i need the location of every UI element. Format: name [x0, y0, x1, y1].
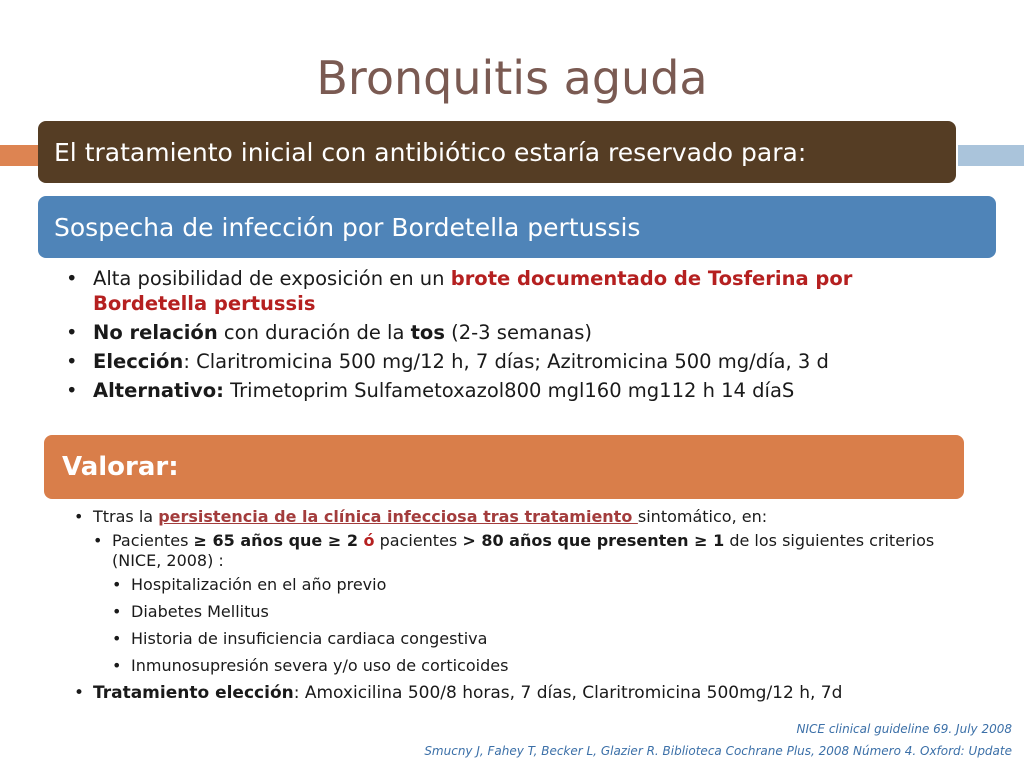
banner-treatment: [38, 121, 956, 183]
banner-bordetella-text: Sospecha de infección por Bordetella pertussis: [54, 212, 641, 242]
accent-bar-left: [0, 145, 38, 166]
slide-title: Bronquitis aguda: [316, 51, 708, 105]
banner-bordetella: [38, 196, 996, 258]
list-item: • Ttras la persistencia de la clínica infecciosa tras tratamiento sintomático, en: • Pacientes ≥ 65 años que ≥ 2 ó pacientes > 80 años que presenten ≥ 1 de los siguientes criterios (NICE, 2008) : • Hospitalización en el año previo • Diabetes Mellitus • Historia de insuficiencia cardiaca congestiva • Inmunosupresión severa y/o uso de corticoides: [74, 507, 974, 676]
banner-treatment-text: El tratamiento inicial con antibiótico estaría reservado para:: [54, 137, 807, 167]
banner-valorar: [44, 435, 964, 499]
list-item: • Elección: Claritromicina 500 mg/12 h, 7 días; Azitromicina 500 mg/día, 3 d: [66, 349, 966, 374]
list-item: • Tratamiento elección: Amoxicilina 500/8 horas, 7 días, Claritromicina 500mg/12 h, 7d: [74, 683, 974, 703]
list-item: • Hospitalización en el año previo: [112, 575, 974, 595]
persistence-link[interactable]: persistencia de la clínica infecciosa tras tratamiento: [158, 507, 638, 526]
list-item: • No relación con duración de la tos (2-3 semanas): [66, 320, 966, 345]
list-item: • Pacientes ≥ 65 años que ≥ 2 ó pacientes > 80 años que presenten ≥ 1 de los siguientes criterios (NICE, 2008) : • Hospitalización en el año previo • Diabetes Mellitus • Historia de insuficiencia cardiaca congestiva • Inmunosupresión severa y/o uso de corticoides: [93, 531, 974, 676]
reference-smucny: Smucny J, Fahey T, Becker L, Glazier R. Biblioteca Cochrane Plus, 2008 Número 4. Oxford: Update: [424, 744, 1012, 758]
accent-bar-right: [958, 145, 1024, 166]
valorar-list: [74, 507, 974, 707]
outbreak-highlight: brote documentado de Tosferina por Bordetella pertussis: [93, 267, 853, 315]
list-item: • Historia de insuficiencia cardiaca congestiva: [112, 629, 974, 649]
reference-nice: NICE clinical guideline 69. July 2008: [796, 722, 1012, 736]
list-item: • Inmunosupresión severa y/o uso de corticoides: [112, 656, 974, 676]
list-item: • Diabetes Mellitus: [112, 602, 974, 622]
banner-valorar-text: Valorar:: [62, 452, 179, 482]
list-item: • Alternativo: Trimetoprim Sulfametoxazol800 mgl160 mg112 h 14 díaS: [66, 378, 966, 403]
list-item: • Alta posibilidad de exposición en un brote documentado de Tosferina por Bordetella pertussis: [66, 266, 966, 316]
bordetella-list: [66, 266, 966, 407]
